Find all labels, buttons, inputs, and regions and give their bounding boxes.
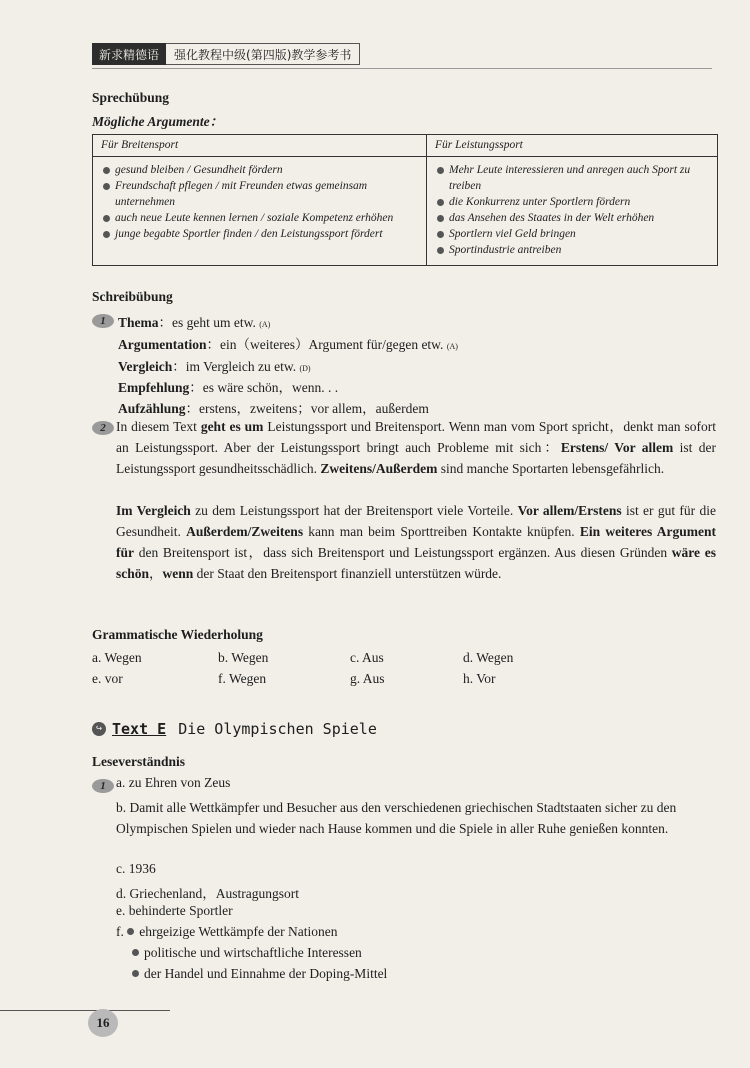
list-item: gesund bleiben / Gesundheit fördern [101,162,419,178]
phrase: ：es wäre schön，wenn. . . [189,380,339,395]
subtitle-colon: ： [209,114,224,129]
keyword: Argumentation [118,337,207,352]
table-header-leistungssport: Für Leistungssport [435,139,523,151]
argument-table [92,134,718,266]
table-header-breitensport: Für Breitensport [101,139,179,151]
answer-item: g. Aus [350,671,385,686]
text-run: den Breitensport ist，dass sich Breitensport und Leistungssport ergänzen. Aus diesen Gründen [134,545,672,560]
header-rule [92,68,712,69]
redemittel-aufzaehlung [118,397,429,417]
list-item: der Handel und Einnahme der Doping-Mittel [132,966,387,982]
keyword: Ein weiteres Argument für [116,524,716,560]
redemittel-argumentation [118,333,458,353]
page-number: 16 [88,1009,118,1037]
answer-item: c. Aus [350,650,384,665]
phrase: ：ein（weiteres）Argument für/gegen etw. [206,337,447,352]
keyword: geht es um [200,419,264,434]
keyword: wäre es schön [116,545,716,581]
answer-f-label: f. [116,924,124,939]
list-item: Freundschaft pflegen / mit Freunden etwas gemeinsam unternehmen [101,178,419,210]
case-marker: (D) [299,364,311,373]
breitensport-list [101,162,419,242]
section-title-grammatik: Grammatische Wiederholung [92,627,263,642]
text-run: zu dem Leistungssport hat der Breitensport viele Vorteile. [190,503,518,518]
list-item: Sportindustrie antreiben [435,242,711,258]
list-item: junge begabte Sportler finden / den Leistungssport fördert [101,226,419,242]
arrow-circle-icon: ↪ [92,722,106,736]
keyword: Thema [118,315,159,330]
phrase: ：im Vergleich zu etw. [172,359,300,374]
keyword: Außerdem/Zweitens [186,524,304,539]
redemittel-empfehlung [118,376,338,396]
case-marker: (A) [446,342,458,351]
sample-text-paragraph-1 [116,416,716,479]
answer-item: h. Vor [463,671,496,686]
redemittel-thema [118,311,270,331]
section-title-leseverstaendnis: Leseverständnis [92,754,186,769]
list-item: ehrgeizige Wettkämpfe der Nationen [127,924,337,939]
answer-f [116,924,337,940]
keyword: Zweitens/Außerdem [320,461,438,476]
keyword: Vergleich [118,359,173,374]
phrase: ：erstens，zweitens；vor allem，außerdem [185,401,429,416]
text-run: ist er gut für die Gesundheit. [116,503,716,539]
text-run: der Staat den Breitensport finanziell unterstützen würde. [193,566,502,581]
leistungssport-list [435,162,711,258]
book-title: 强化教程中级(第四版)教学参考书 [166,43,360,65]
text-run: In diesem Text [116,419,201,434]
list-item: Sportlern viel Geld bringen [435,226,711,242]
exercise-number-badge: 2 [92,421,114,435]
keyword: Vor allem/Erstens [517,503,622,518]
answer-a: a. zu Ehren von Zeus [116,775,231,790]
running-header [92,43,360,65]
answer-c: c. 1936 [116,861,156,876]
section-title-sprechuebung: Sprechübung [92,90,170,105]
list-item: auch neue Leute kennen lernen / soziale Kompetenz erhöhen [101,210,419,226]
text-run: Leistungssport und Breitensport. Wenn man vom Sport spricht，denkt man sofort an Leistungssport. Aber der Leistungssport bringt auch Probleme mit sich： [116,419,716,455]
redemittel-vergleich [118,355,311,375]
text-run: ， [149,566,163,581]
sample-text-paragraph-2 [116,500,716,584]
answer-item: e. vor [92,671,123,686]
answer-d: d. Griechenland，Austragungsort [116,886,299,901]
table-header-divider [93,156,717,157]
subtitle-text: Mögliche Argumente [92,114,210,129]
text-e-heading [92,720,377,738]
series-title: 新求精德语 [92,43,166,65]
answer-item: a. Wegen [92,650,142,665]
answer-item: d. Wegen [463,650,514,665]
text-e-title: Die Olympischen Spiele [178,720,377,738]
list-item: politische und wirtschaftliche Interessen [132,945,362,961]
phrase: ：es geht um etw. [158,315,260,330]
keyword: wenn [162,566,194,581]
text-run: sind manche Sportarten lebensgefährlich. [437,461,665,476]
exercise-number-badge: 1 [92,779,114,793]
answer-item: b. Wegen [218,650,269,665]
text-run: kann man beim Sporttreiben Kontakte knüpfen. [303,524,580,539]
exercise-number-badge: 1 [92,314,114,328]
list-item: Mehr Leute interessieren und anregen auch Sport zu treiben [435,162,711,194]
keyword: Empfehlung [118,380,190,395]
table-column-divider [426,135,427,265]
keyword: Im Vergleich [116,503,191,518]
keyword: Aufzählung [118,401,186,416]
text-run: ist der Leistungssport gesundheitsschädlich. [116,440,716,476]
keyword: Erstens/ Vor allem [560,440,674,455]
list-item: das Ansehen des Staates in der Welt erhöhen [435,210,711,226]
subtitle-argumente [92,110,223,130]
answer-e: e. behinderte Sportler [116,903,233,918]
case-marker: (A) [259,320,271,329]
list-item: die Konkurrenz unter Sportlern fördern [435,194,711,210]
section-title-schreibuebung: Schreibübung [92,289,173,304]
footer-rule [0,1010,170,1011]
text-e-label: Text E [112,720,167,738]
answer-b: b. Damit alle Wettkämpfer und Besucher aus den verschiedenen griechischen Stadtstaaten sicher zu den Olympischen Spielen und wieder nach Hause kommen und die Spiele in aller Ruhe genießen konnten. [116,800,677,836]
answer-item: f. Wegen [218,671,267,686]
